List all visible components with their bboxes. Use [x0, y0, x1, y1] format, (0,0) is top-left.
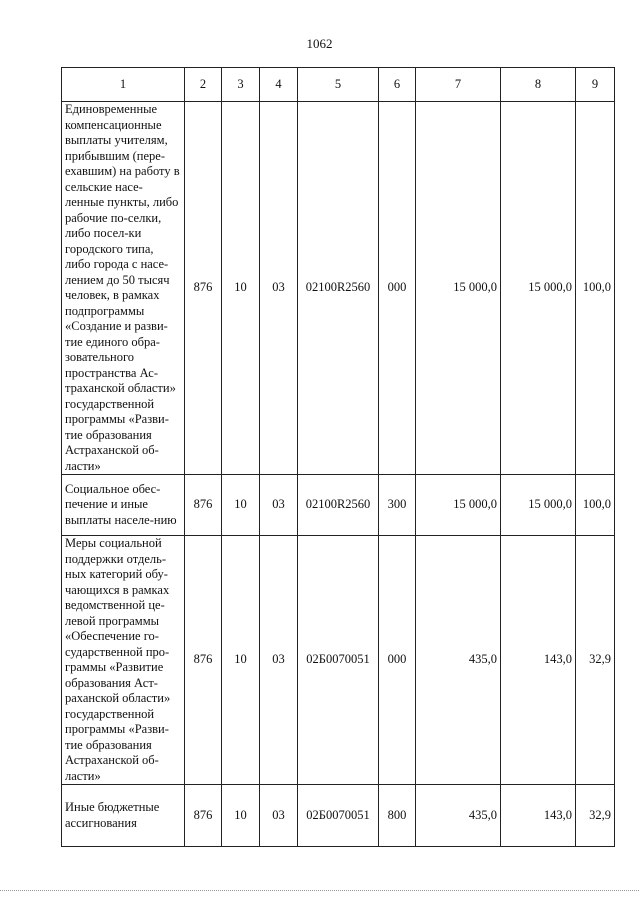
cell-admin-code: 876: [185, 536, 222, 785]
header-cell-6: 6: [379, 68, 416, 102]
table-row: [62, 536, 615, 785]
cell-planned: 435,0: [416, 785, 501, 847]
cell-actual: 143,0: [501, 536, 576, 785]
cell-percent: 32,9: [576, 785, 615, 847]
cell-admin-code: 876: [185, 785, 222, 847]
header-row: [62, 68, 615, 102]
cell-actual: 15 000,0: [501, 102, 576, 475]
cell-percent: 32,9: [576, 536, 615, 785]
table-row: [62, 785, 615, 847]
page-number: 1062: [306, 36, 333, 51]
cell-actual: 143,0: [501, 785, 576, 847]
row-description: Иные бюджетные ассигнования: [62, 785, 185, 847]
cell-expense-type: 000: [379, 102, 416, 475]
cell-expense-type: 800: [379, 785, 416, 847]
cell-actual: 15 000,0: [501, 475, 576, 536]
cell-section: 10: [222, 102, 260, 475]
table-row: [62, 102, 615, 475]
cell-percent: 100,0: [576, 475, 615, 536]
cell-expense-type: 000: [379, 536, 416, 785]
cell-percent: 100,0: [576, 102, 615, 475]
cell-expense-type: 300: [379, 475, 416, 536]
header-cell-8: 8: [501, 68, 576, 102]
cell-planned: 15 000,0: [416, 475, 501, 536]
cell-planned: 15 000,0: [416, 102, 501, 475]
cell-target-article: 02Б0070051: [298, 536, 379, 785]
header-cell-1: 1: [62, 68, 185, 102]
header-cell-5: 5: [298, 68, 379, 102]
row-description: Социальное обес-печение и иные выплаты населе-нию: [62, 475, 185, 536]
row-description: Меры социальной поддержки отдель-ных категорий обу-чающихся в рамках ведомственной це-левой программы «Обеспечение го-сударственной про-граммы «Развитие образования Аст-раханской области» государственной программы «Разви-тие образования Астраханской об-ласти»: [62, 536, 185, 785]
cell-section: 10: [222, 536, 260, 785]
cell-subsection: 03: [260, 475, 298, 536]
header-cell-3: 3: [222, 68, 260, 102]
cell-admin-code: 876: [185, 102, 222, 475]
cell-target-article: 02100R2560: [298, 102, 379, 475]
bottom-rule: [0, 890, 639, 891]
row-description: Единовременные компенсационные выплаты учителям, прибывшим (пере-ехавшим) на работу в сельские насе-ленные пункты, либо рабочие по-селки, либо посел-ки городского типа, либо города с насе-лением до 50 тысяч человек, в рамках подпрограммы «Создание и разви-тие единого обра-зовательного пространства Ас-траханской области» государственной программы «Разви-тие образования Астраханской об-ласти»: [62, 102, 185, 475]
header-cell-9: 9: [576, 68, 615, 102]
cell-subsection: 03: [260, 785, 298, 847]
table-row: [62, 475, 615, 536]
header-cell-4: 4: [260, 68, 298, 102]
cell-admin-code: 876: [185, 475, 222, 536]
cell-subsection: 03: [260, 536, 298, 785]
budget-table: [61, 67, 615, 847]
cell-planned: 435,0: [416, 536, 501, 785]
cell-section: 10: [222, 475, 260, 536]
cell-target-article: 02Б0070051: [298, 785, 379, 847]
cell-target-article: 02100R2560: [298, 475, 379, 536]
cell-section: 10: [222, 785, 260, 847]
cell-subsection: 03: [260, 102, 298, 475]
header-cell-7: 7: [416, 68, 501, 102]
header-cell-2: 2: [185, 68, 222, 102]
